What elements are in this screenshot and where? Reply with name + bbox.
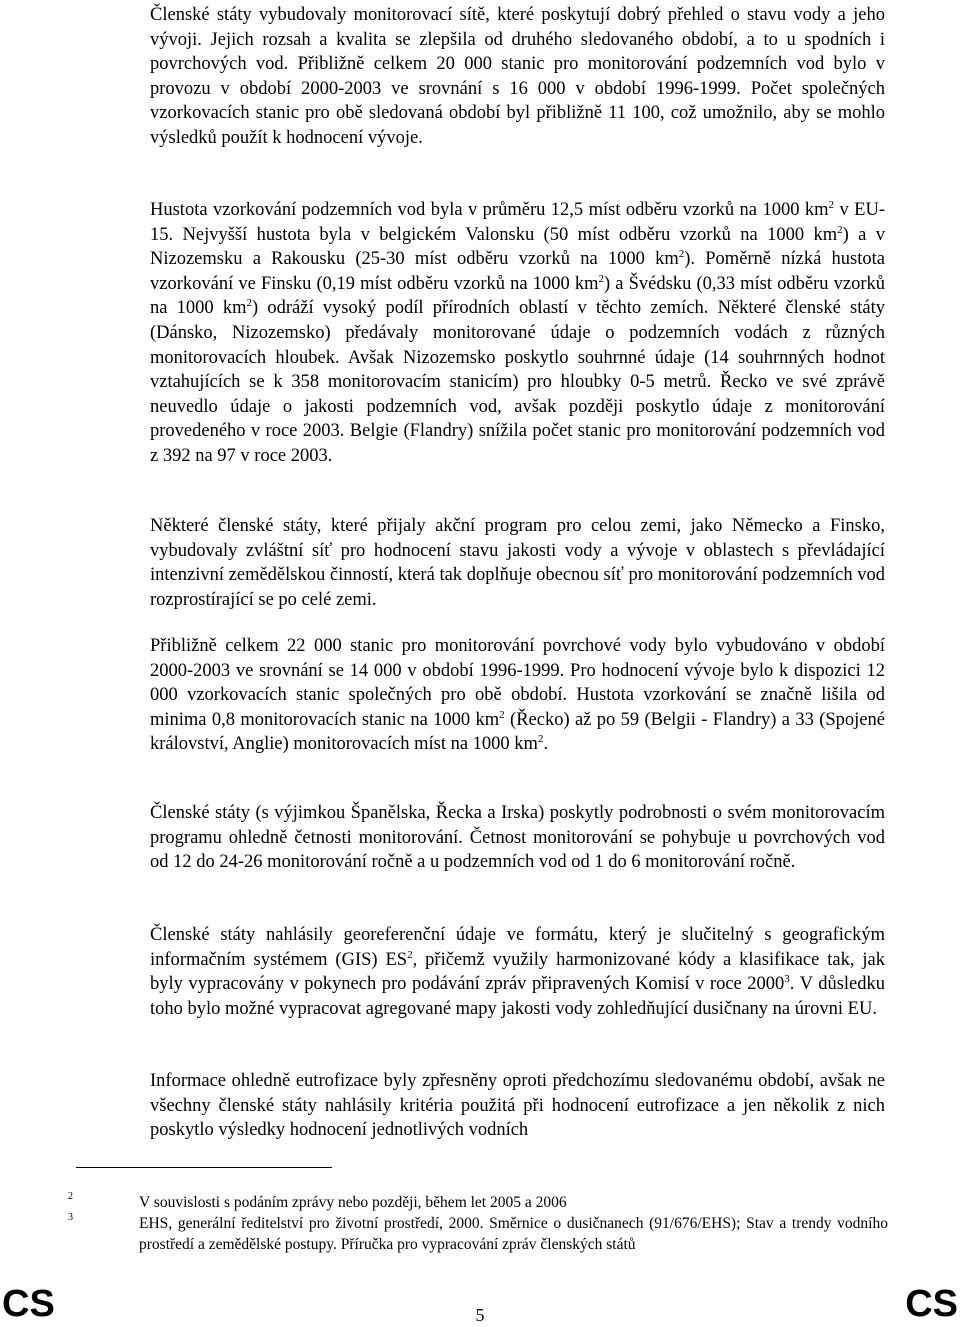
superscript-km2: 2 [499,708,505,721]
footnote-text: V souvislosti s podáním zprávy nebo později, během let 2005 a 2006 [139,1194,567,1211]
footnote-number: 3 [68,1212,73,1223]
paragraph-gis-data [150,923,885,1021]
footnote-number: 2 [68,1191,73,1202]
language-code-left: CS [2,1283,55,1325]
superscript-km2: 2 [598,272,604,285]
paragraph-text: , přičemž využily harmonizované kódy a klasifikace tak, jak byly vypracovány v pokynech pro podávání zpráv připravených Komisí v roce 2000 [150,949,886,995]
paragraph-text: Členské státy nahlásily georeferenční údaje ve formátu, který je slučitelný s geografickým informačním systémem (GIS) ES [150,925,885,970]
footnote-divider [76,1167,332,1168]
paragraph-text: Informace ohledně eutrofizace byly zpřesněny oproti předchozímu sledovanému období, avšak ne všechny členské státy nahlásily kritéria použitá při hodnocení eutrofizace a jen několik z nich poskytlo výsledky hodnocení jednotlivých vodních [150,1071,885,1141]
paragraph-eutrophication [150,1069,885,1143]
paragraph-groundwater-density [150,198,885,469]
paragraph-text: Přibližně celkem 22 000 stanic pro monitorování povrchové vody bylo vybudováno v období 2000-2003 ve srovnání se 14 000 v období 1996-1999. Pro hodnocení vývoje bylo k dispozici 12 000 vzorkovacích stanic společných pro obě období. Hustota vzorkování se značně lišila od minima 0,8 monitorovacích stanic na 1000 km [150,636,885,730]
footnote-2 [68,1192,888,1213]
superscript-km2: 2 [246,297,253,310]
page-number: 5 [475,1305,485,1325]
paragraph-surface-water-stations [150,634,885,757]
footnote-3 [68,1213,888,1255]
paragraph-text: . [543,734,549,755]
paragraph-text: Hustota vzorkování podzemních vod byla v průměru 12,5 míst odběru vzorků na 1000 km [150,200,829,220]
paragraph-text: ) a v Nizozemsku a Rakousku (25-30 míst odběru vzorků na 1000 km [150,224,885,270]
footnote-ref-2: 2 [407,948,413,961]
paragraph-text: Členské státy (s výjimkou Španělska, Řecka a Irska) poskytly podrobnosti o svém monitorovacím programu ohledně četnosti monitorování. Četnost monitorování se pohybuje u povrchových vod od 12 do 24-26 monitorování ročně a u podzemních vod od 1 do 6 monitorování ročně. [150,803,885,873]
paragraph-text: v EU-15. Nejvyšší hustota byla v belgickém Valonsku (50 míst odběru vzorků na 1000 km [150,200,885,245]
paragraph-text: ) odráží vysoký podíl přírodních oblastí v těchto zemích. Některé členské státy (Dánsko, Nizozemsko) předávaly monitorované údaje o podzemních vodách z různých monitorovacích hloubek. Avšak Nizozemsko poskytlo souhrnné údaje (14 souhrnných hodnot vztahujících se k 358 monitorovacím stanicím) pro hloubky 0-5 metrů. Řecko ve své zprávě neuvedlo údaje o jakosti podzemních vod, avšak později poskytlo údaje z monitorování provedeného v roce 2003. Belgie (Flandry) snížila počet stanic pro monitorování podzemních vod z 392 na 97 v roce 2003. [150,298,885,466]
footnote-ref-3: 3 [784,973,790,986]
paragraph-monitoring-networks [150,3,885,151]
paragraph-special-networks [150,514,885,612]
paragraph-monitoring-frequency [150,801,885,875]
paragraph-text: (Řecko) až po 59 (Belgii - Flandry) a 33 (Spojené království, Anglie) monitorovacích míst na 1000 km [150,709,885,755]
paragraph-text: Členské státy vybudovaly monitorovací sítě, které poskytují dobrý přehled o stavu vody a jeho vývoji. Jejich rozsah a kvalita se zlepšila od druhého sledovaného období, a to u spodních i povrchových vod. Přibližně celkem 20 000 stanic pro monitorování podzemních vod bylo v provozu v období 2000-2003 ve srovnání s 16 000 v období 1996-1999. Počet společných vzorkovacích stanic pro obě sledovaná období byl přibližně 11 100, což umožnilo, aby se mohlo výsledků použít k hodnocení vývoje. [150,5,885,148]
superscript-km2: 2 [837,223,843,236]
superscript-km2: 2 [828,198,835,211]
paragraph-text: . V důsledku toho bylo možné vypracovat agregované mapy jakosti vody zohledňující dusičnany na úrovni EU. [150,974,885,1019]
superscript-km2: 2 [537,733,544,746]
superscript-km2: 2 [678,248,685,261]
language-code-right: CS [905,1283,958,1325]
paragraph-text: ) a Švédsku (0,33 míst odběru vzorků na 1000 km [150,273,885,319]
paragraph-text: Některé členské státy, které přijaly akční program pro celou zemi, jako Německo a Finsko, vybudovaly zvláštní síť pro hodnocení stavu jakosti vody a vývoje v oblastech s převládající intenzivní zemědělskou činností, která tak doplňuje obecnou síť pro monitorování podzemních vod rozprostírající se po celé zemi. [150,516,885,610]
footnote-text: EHS, generální ředitelství pro životní prostředí, 2000. Směrnice o dusičnanech (91/676/EHS); Stav a trendy vodního prostředí a zemědělské postupy. Příručka pro vypracování zpráv členských států [139,1215,888,1253]
paragraph-text: ). Poměrně nízká hustota vzorkování ve Finsku (0,19 míst odběru vzorků na 1000 km [150,249,885,294]
